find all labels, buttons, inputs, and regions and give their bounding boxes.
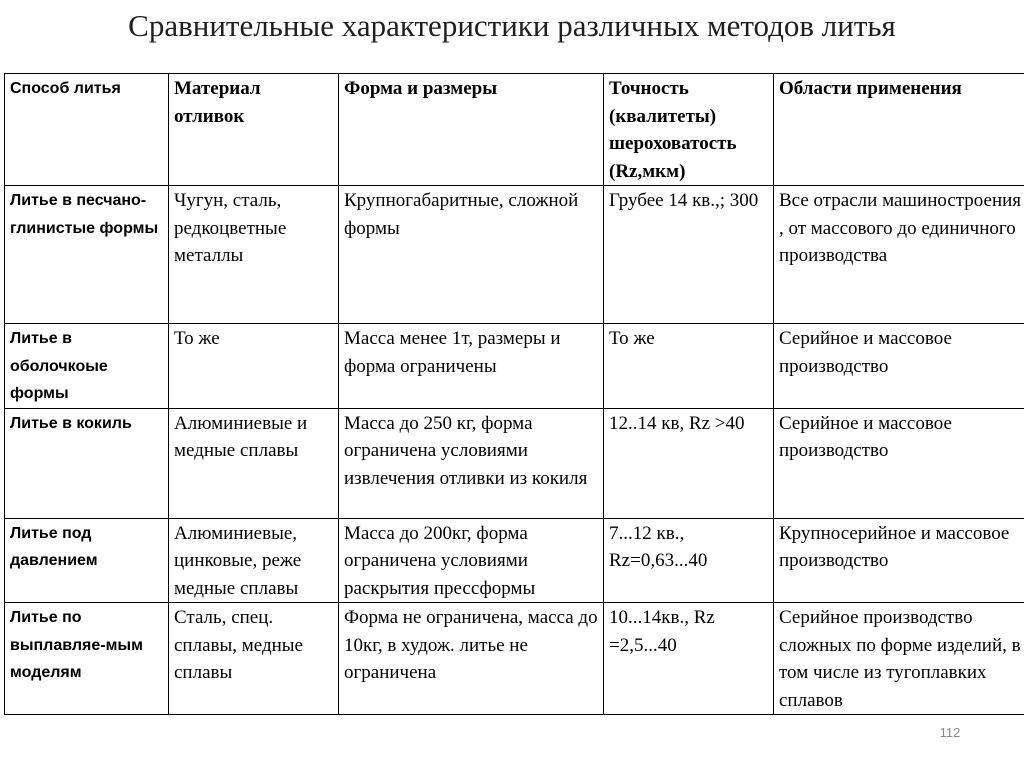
- header-application: Области применения: [774, 74, 1024, 186]
- cell-application: Серийное и массовое производство: [774, 324, 1024, 409]
- cell-accuracy: 10...14кв., Rz =2,5...40: [604, 603, 774, 715]
- table-row: [5, 186, 1024, 324]
- header-method: Способ литья: [5, 74, 169, 186]
- cell-material: Алюминиевые, цинковые, реже медные сплавы: [169, 518, 339, 603]
- cell-material: Чугун, сталь, редкоцветные металлы: [169, 186, 339, 324]
- header-accuracy: Точность (квалитеты) шероховатость (Rz,мкм): [604, 74, 774, 186]
- cell-application: Серийное и массовое производство: [774, 408, 1024, 518]
- cell-material: Алюминиевые и медные сплавы: [169, 408, 339, 518]
- table-row: [5, 324, 1024, 409]
- cell-application: Крупносерийное и массовое производство: [774, 518, 1024, 603]
- cell-application: Серийное производство сложных по форме изделий, в том числе из тугоплавких сплавов: [774, 603, 1024, 715]
- table-row: [5, 408, 1024, 518]
- cell-method: Литье по выплавляе-мым моделям: [5, 603, 169, 715]
- cell-method: Литье в песчано-глинистые формы: [5, 186, 169, 324]
- cell-accuracy: То же: [604, 324, 774, 409]
- cell-shape: Масса до 200кг, форма ограничена условиями раскрытия прессформы: [339, 518, 604, 603]
- cell-accuracy: Грубее 14 кв.,; 300: [604, 186, 774, 324]
- header-shape: Форма и размеры: [339, 74, 604, 186]
- cell-shape: Масса менее 1т, размеры и форма ограничены: [339, 324, 604, 409]
- header-material: Материал отливок: [169, 74, 339, 186]
- page-number: 112: [939, 725, 961, 740]
- cell-method: Литье в оболочкоые формы: [5, 324, 169, 409]
- cell-accuracy: 7...12 кв., Rz=0,63...40: [604, 518, 774, 603]
- cell-material: То же: [169, 324, 339, 409]
- cell-material: Сталь, спец. сплавы, медные сплавы: [169, 603, 339, 715]
- cell-accuracy: 12..14 кв, Rz >40: [604, 408, 774, 518]
- cell-application: Все отрасли машиностроения , от массового до единичного производства: [774, 186, 1024, 324]
- table-row: [5, 518, 1024, 603]
- table-row: [5, 603, 1024, 715]
- cell-shape: Форма не ограничена, масса до 10кг, в худож. литье не ограничена: [339, 603, 604, 715]
- cell-method: Литье под давлением: [5, 518, 169, 603]
- casting-methods-table: [4, 73, 1024, 715]
- cell-shape: Масса до 250 кг, форма ограничена условиями извлечения отливки из кокиля: [339, 408, 604, 518]
- cell-method: Литье в кокиль: [5, 408, 169, 518]
- cell-shape: Крупногабаритные, сложной формы: [339, 186, 604, 324]
- page-title: Сравнительные характеристики различных методов литья: [128, 8, 896, 43]
- table-header-row: [5, 74, 1024, 186]
